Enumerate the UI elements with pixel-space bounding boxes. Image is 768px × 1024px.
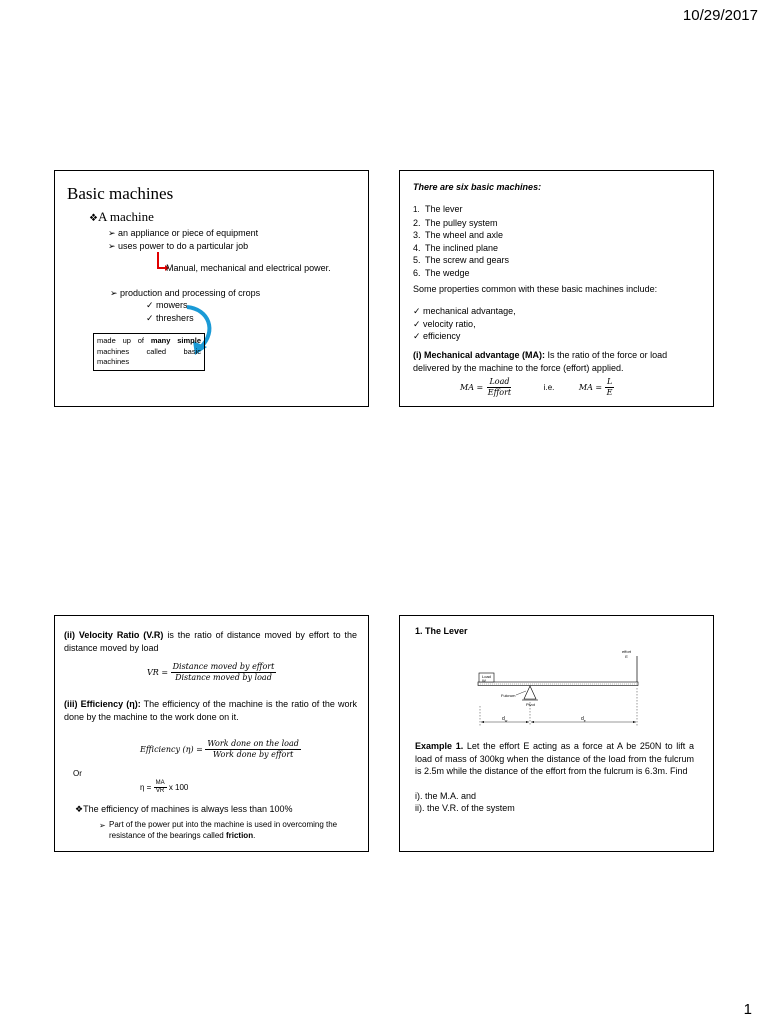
power-note: Manual, mechanical and electrical power. <box>166 263 331 273</box>
check-icon: ✓ <box>413 306 424 316</box>
check-icon: ✓ <box>146 300 157 310</box>
slide-basic-machines <box>54 170 369 407</box>
slide-the-lever <box>399 615 714 852</box>
slide-six-basic-machines <box>399 170 714 407</box>
check-item: ✓ mowers <box>146 300 188 310</box>
diamond-bullet-icon: ❖ <box>89 213 98 224</box>
fulcrum-triangle <box>524 686 536 699</box>
pivot-label: Pivot <box>526 702 535 707</box>
header-date: 10/29/2017 <box>682 7 758 24</box>
example-item: ii). the V.R. of the system <box>415 803 515 813</box>
efficiency-statement: ❖The efficiency of machines is always less than 100% <box>75 804 293 814</box>
arrow-bullet-icon: ➢ <box>110 288 121 298</box>
list-item: 5. The screw and gears <box>413 255 510 265</box>
list-item: 4. The inclined plane <box>413 242 499 253</box>
list-item: 2. The pulley system <box>413 217 498 228</box>
lever-beam <box>478 682 638 686</box>
bullet-item: ➢ production and processing of crops <box>110 288 261 298</box>
check-item: ✓ threshers <box>146 313 194 323</box>
check-icon: ✓ <box>413 318 424 329</box>
arrow-bullet-icon: ➢ <box>108 228 119 238</box>
check-item: ✓ mechanical advantage, <box>413 306 516 316</box>
fulcrum-leader <box>516 691 526 695</box>
properties-list <box>413 305 516 343</box>
machines-list <box>413 203 509 279</box>
or-label: Or <box>73 769 82 778</box>
subtitle-a-machine: ❖A machine <box>89 209 154 224</box>
list-item: 1. The lever <box>413 204 463 214</box>
efficiency-definition: (iii) Efficiency (η): The efficiency of the machine is the ratio of the work done by the machine to the work done on it. <box>64 699 357 722</box>
friction-note: Part of the power put into the machine is used in overcoming the resistance of the bearings called friction. <box>109 820 338 840</box>
distance-de-label: $d_e$ <box>581 716 586 723</box>
efficiency-percent-formula: η = $\frac{MA}{VR}$ x 100 <box>140 780 189 794</box>
diamond-bullet-icon: ❖ <box>75 804 84 814</box>
lever-diagram <box>470 646 650 736</box>
vr-formula: VR = $\frac{\text{Distance moved by effort}}{\text{Distance moved by load}}$ <box>147 662 275 682</box>
properties-intro: Some properties common with these basic machines include: <box>413 284 658 294</box>
example-text: Example 1. Let the effort E acting as a force at A be 250N to lift a load of mass of 300kg when the distance of the load from the fulcrum is 2.5m while the distance of the effort from the fulcrum is 6.3m. Find <box>415 741 694 776</box>
ma-definition: (i) Mechanical advantage (MA): Is the ratio of the force or load delivered by the machine to the force (effort) applied. <box>413 350 668 373</box>
bullet-item: ➢ an appliance or piece of equipment <box>108 228 259 238</box>
slide-title: 1. The Lever <box>415 626 468 636</box>
vr-definition: (ii) Velocity Ratio (V.R) is the ratio of distance moved by effort to the distance moved by load <box>64 630 358 653</box>
check-item: ✓ efficiency <box>413 331 461 341</box>
arrow-bullet-icon: ➢ <box>108 241 119 251</box>
efficiency-formula: Efficiency (η) = $\frac{\text{Work done on the load}}{\text{Work done by effort}}$ <box>140 739 299 759</box>
distance-dw-label: $d_w$ <box>502 716 508 723</box>
effort-label: effort E <box>622 649 632 659</box>
load-label: Load W <box>482 674 491 683</box>
ma-formula: MA = $\frac{\text{Load}}{\text{Effort}}$ i.e. MA = $\frac{L}{E}$ <box>460 377 613 397</box>
fulcrum-label: Fulcrum <box>501 693 516 698</box>
check-icon: ✓ <box>146 313 157 323</box>
example-item: i). the M.A. and <box>415 791 477 801</box>
check-icon: ✓ <box>413 331 424 341</box>
arrow-bullet-icon: ➢ <box>99 821 106 830</box>
list-item: 3. The wheel and axle <box>413 230 504 240</box>
slide-velocity-ratio-efficiency <box>54 615 369 852</box>
slide-heading: There are six basic machines: <box>413 182 542 192</box>
check-item: ✓ velocity ratio, <box>413 318 476 329</box>
bullet-item: ➢ uses power to do a particular job <box>108 241 249 251</box>
page-number: 1 <box>743 1001 752 1018</box>
basic-machines-note-box: made up of many simple machines called basic machines <box>93 333 205 371</box>
slide-title: Basic machines <box>67 184 174 203</box>
list-item: 6. The wedge <box>413 267 470 278</box>
